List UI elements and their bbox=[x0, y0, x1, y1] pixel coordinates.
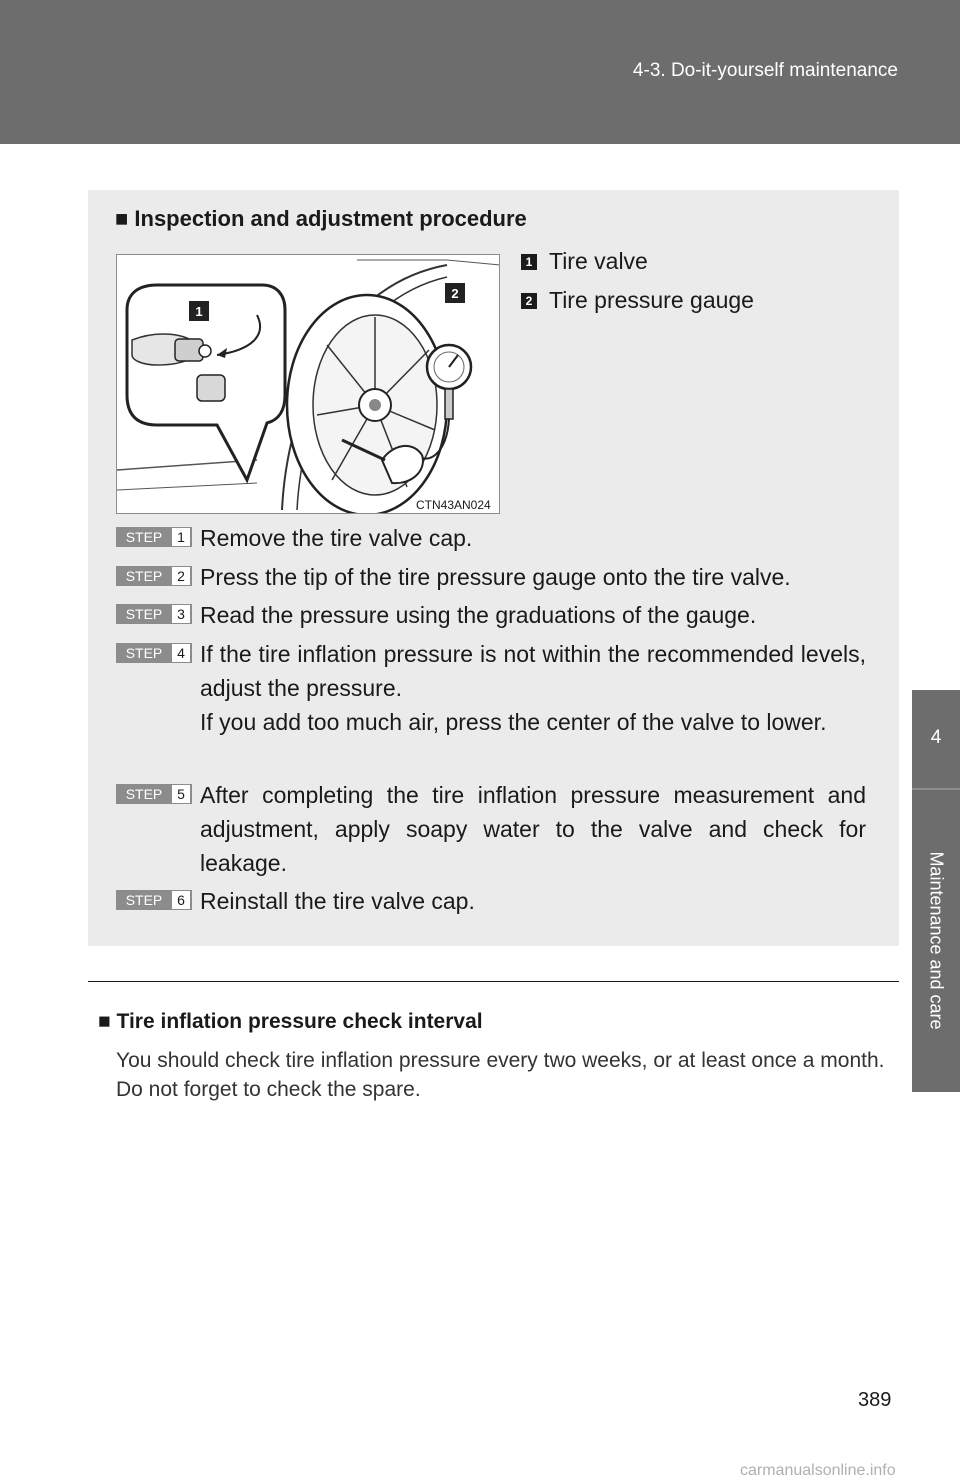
step-text: Remove the tire valve cap. bbox=[200, 525, 473, 551]
page-number: 389 bbox=[858, 1389, 892, 1411]
step-1 bbox=[116, 521, 866, 555]
chapter-label-text: Maintenance and care bbox=[926, 850, 947, 1030]
tire-inspection-illustration bbox=[116, 254, 500, 514]
legend-label-pressure-gauge: Tire pressure gauge bbox=[549, 287, 754, 313]
legend-marker-1: 1 bbox=[521, 254, 537, 270]
check-interval-body bbox=[116, 1046, 889, 1104]
step-5 bbox=[116, 778, 866, 880]
procedure-title: ■ Inspection and adjustment procedure bbox=[115, 206, 527, 231]
legend-marker-2: 2 bbox=[521, 293, 537, 309]
check-interval-paragraph: You should check tire inflation pressure every two weeks, or at least once a month. bbox=[116, 1049, 885, 1072]
step-badge: STEP 6 bbox=[116, 890, 192, 910]
step-text: Press the tip of the tire pressure gauge onto the tire valve. bbox=[200, 564, 791, 590]
step-badge: STEP 4 bbox=[116, 643, 192, 663]
page-header bbox=[0, 0, 960, 144]
step-text: Read the pressure using the graduations of the gauge. bbox=[200, 602, 757, 628]
legend-item-pressure-gauge bbox=[521, 287, 754, 314]
tire-illustration-svg bbox=[117, 255, 500, 514]
step-text: If the tire inflation pressure is not within the recommended levels, adjust the pressure. bbox=[200, 641, 866, 701]
step-text: After completing the tire inflation pressure measurement and adjustment, apply soapy water to the valve and check for leakage. bbox=[200, 782, 866, 876]
marker-2-label: 2 bbox=[451, 286, 459, 301]
check-interval-paragraph: Do not forget to check the spare. bbox=[116, 1078, 421, 1101]
section-divider bbox=[88, 981, 899, 982]
legend-item-tire-valve bbox=[521, 248, 648, 275]
step-badge: STEP 2 bbox=[116, 566, 192, 586]
step-badge: STEP 3 bbox=[116, 604, 192, 624]
figure-code: CTN43AN024 bbox=[416, 498, 491, 512]
legend-label-tire-valve: Tire valve bbox=[549, 248, 648, 274]
section-title: 4-3. Do-it-yourself maintenance bbox=[632, 60, 898, 81]
step-badge: STEP 5 bbox=[116, 784, 192, 804]
step-6 bbox=[116, 884, 866, 918]
chapter-label bbox=[912, 790, 960, 1090]
step-text-continued: If you add too much air, press the center of the valve to lower. bbox=[200, 709, 827, 735]
step-4 bbox=[116, 637, 866, 739]
step-3 bbox=[116, 598, 866, 632]
step-badge: STEP 1 bbox=[116, 527, 192, 547]
check-interval-title: ■ Tire inflation pressure check interval bbox=[98, 1010, 483, 1033]
chapter-number: 4 bbox=[930, 727, 942, 748]
watermark: carmanualsonline.info bbox=[740, 1462, 896, 1479]
step-2 bbox=[116, 560, 866, 594]
marker-1-label: 1 bbox=[195, 304, 203, 319]
step-text: Reinstall the tire valve cap. bbox=[200, 888, 475, 914]
